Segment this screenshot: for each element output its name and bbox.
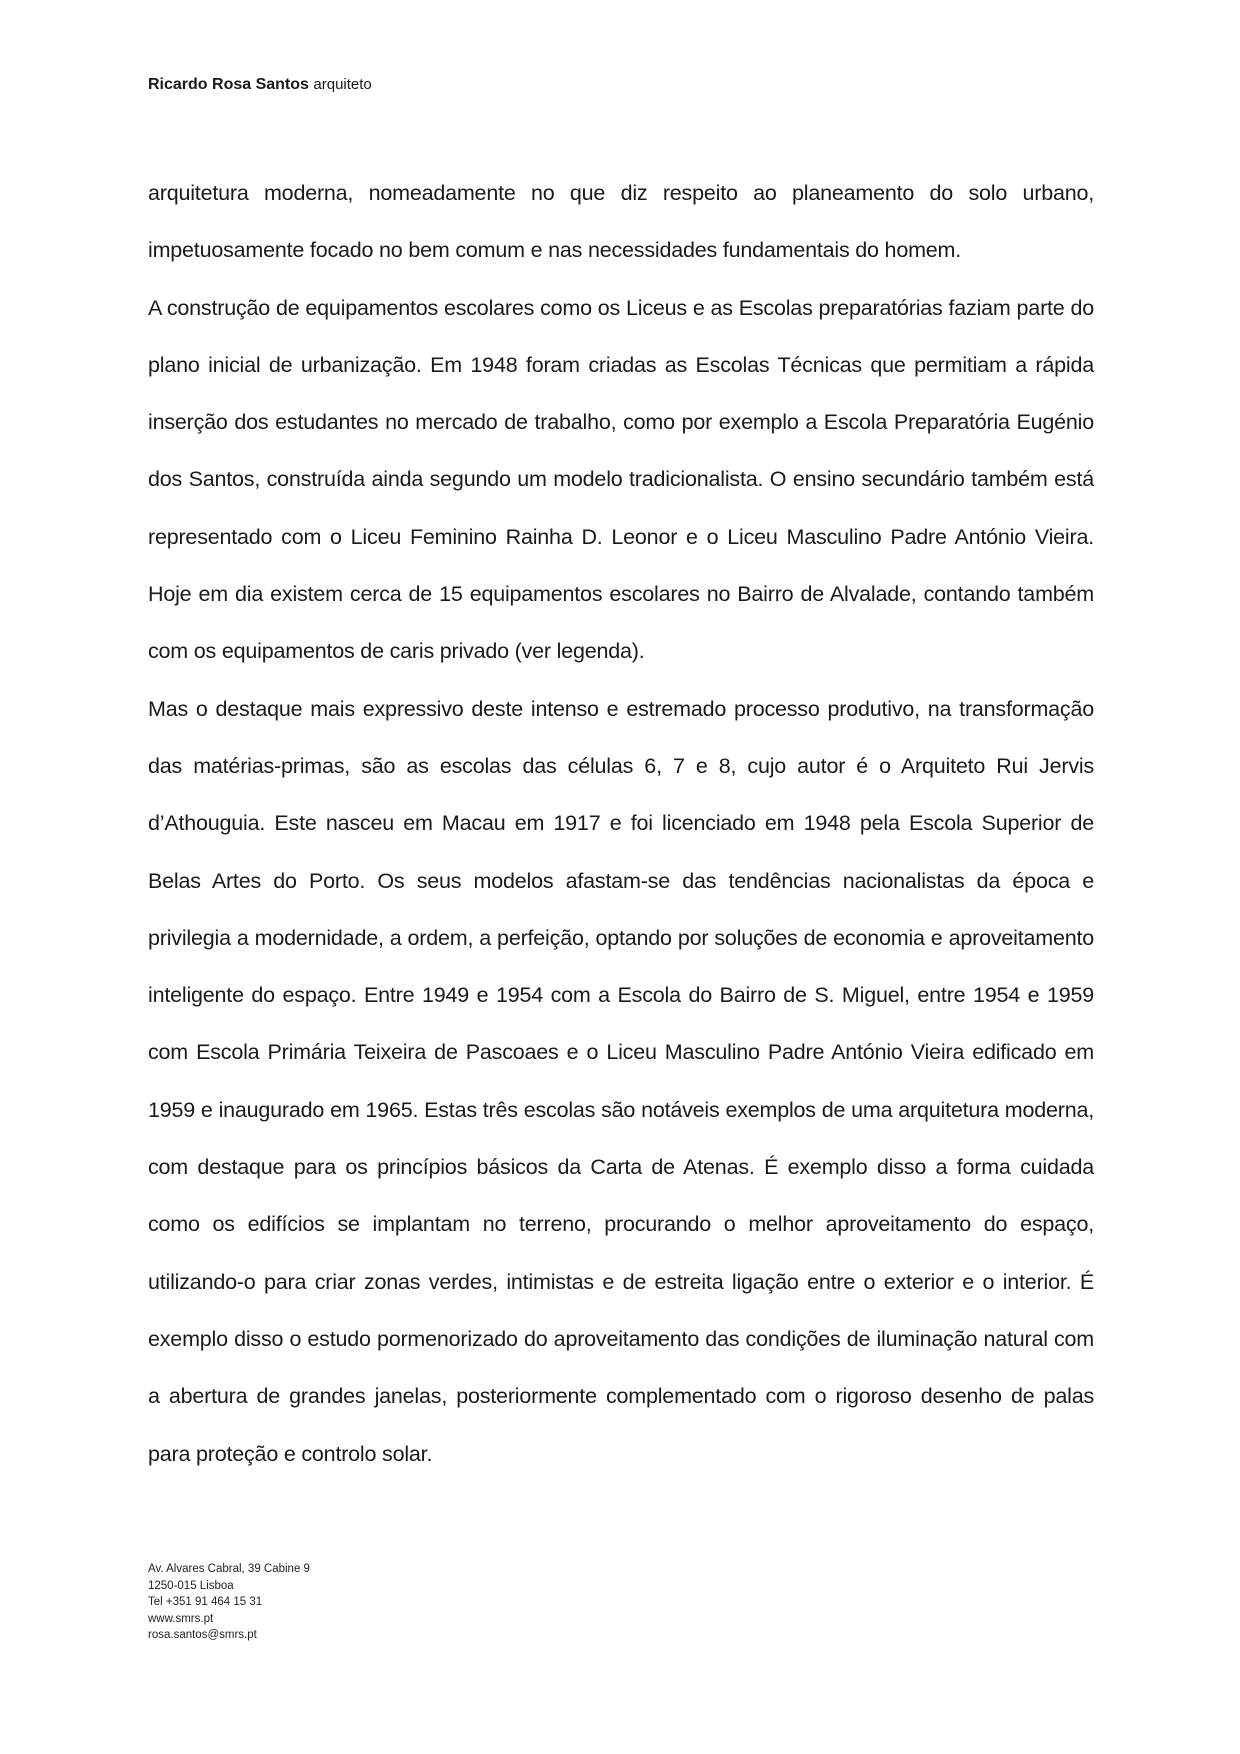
author-name: Ricardo Rosa Santos bbox=[148, 76, 309, 93]
paragraph: Mas o destaque mais expressivo deste intenso e estremado processo produtivo, na transformação das matérias-primas, são as escolas das células 6, 7 e 8, cujo autor é o Arquiteto Rui Jervis d’Athouguia. Este nasceu em Macau em 1917 e foi licenciado em 1948 pela Escola Superior de Belas Artes do Porto. Os seus modelos afastam-se das tendências nacionalistas da época e privilegia a modernidade, a ordem, a perfeição, optando por soluções de economia e aproveitamento inteligente do espaço. Entre 1949 e 1954 com a Escola do Bairro de S. Miguel, entre 1954 e 1959 com Escola Primária Teixeira de Pascoaes e o Liceu Masculino Padre António Vieira edificado em 1959 e inaugurado em 1965. Estas três escolas são notáveis exemplos de uma arquitetura moderna, com destaque para os princípios básicos da Carta de Atenas. É exemplo disso a forma cuidada como os edifícios se implantam no terreno, procurando o melhor aproveitamento do espaço, utilizando-o para criar zonas verdes, intimistas e de estreita ligação entre o exterior e o interior. É exemplo disso o estudo pormenorizado do aproveitamento das condições de iluminação natural com a abertura de grandes janelas, posteriormente complementado com o rigoroso desenho de palas para proteção e controlo solar. bbox=[148, 696, 1094, 1466]
footer-contact bbox=[148, 1561, 310, 1644]
paragraph: arquitetura moderna, nomeadamente no que diz respeito ao planeamento do solo urbano, impetuosamente focado no bem comum e nas necessidades fundamentais do homem. bbox=[148, 181, 1094, 263]
body-text bbox=[148, 165, 1094, 1483]
footer-phone: Tel +351 91 464 15 31 bbox=[148, 1596, 263, 1608]
footer-address-line: Av. Alvares Cabral, 39 Cabine 9 bbox=[148, 1563, 310, 1575]
paragraph: A construção de equipamentos escolares como os Liceus e as Escolas preparatórias faziam parte do plano inicial de urbanização. Em 1948 foram criadas as Escolas Técnicas que permitiam a rápida inserção dos estudantes no mercado de trabalho, como por exemplo a Escola Preparatória Eugénio dos Santos, construída ainda segundo um modelo tradicionalista. O ensino secundário também está representado com o Liceu Feminino Rainha D. Leonor e o Liceu Masculino Padre António Vieira. Hoje em dia existem cerca de 15 equipamentos escolares no Bairro de Alvalade, contando também com os equipamentos de caris privado (ver legenda). bbox=[148, 295, 1094, 664]
footer-website: www.smrs.pt bbox=[148, 1612, 214, 1625]
footer-postal-line: 1250-015 Lisboa bbox=[148, 1579, 234, 1592]
author-role: arquiteto bbox=[313, 76, 372, 93]
letterhead bbox=[148, 75, 372, 95]
footer-email: rosa.santos@smrs.pt bbox=[148, 1629, 257, 1641]
